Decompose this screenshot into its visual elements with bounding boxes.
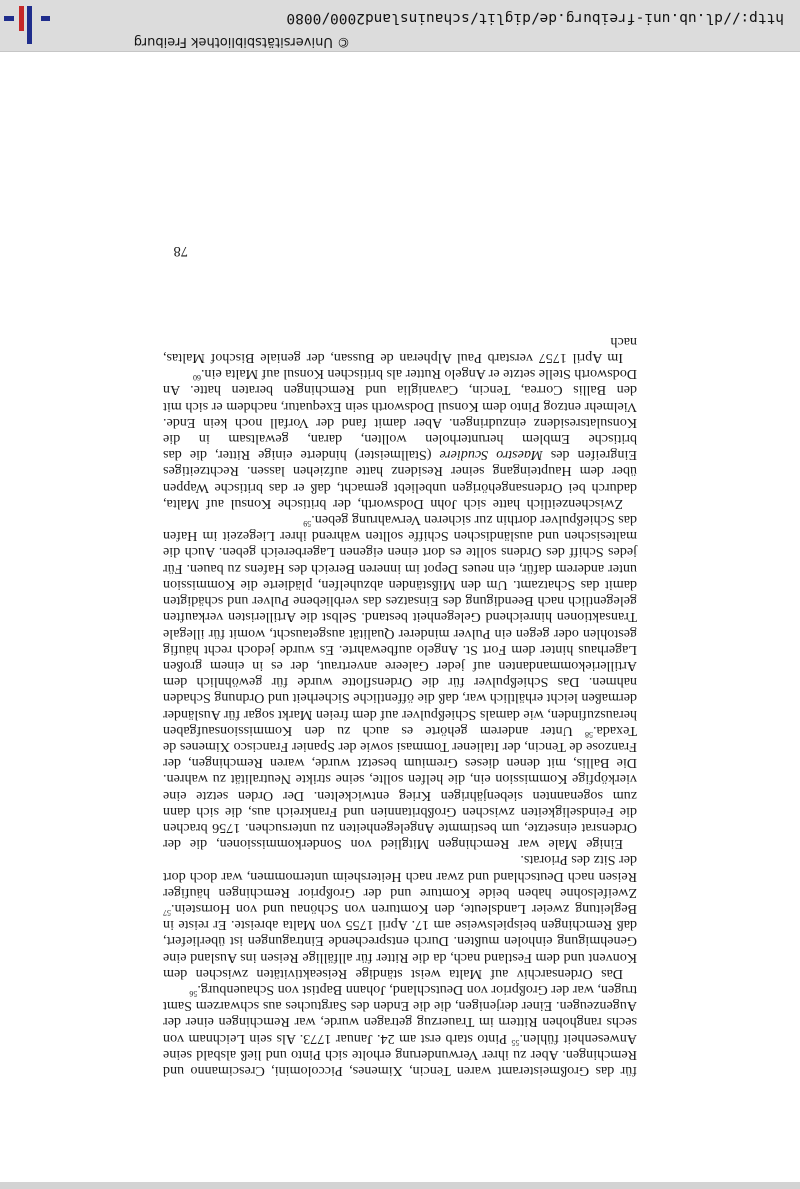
body-paragraph bbox=[163, 366, 637, 512]
text-run: Unter anderem gehörte es auch zu den Kommissionsaufgaben herauszufinden, wie damals Schießpulver auf dem freien Markt sogar für Ausländer dermaßen leicht erhältlich war, daß die öffentliche Sicherheit und Ordnung Schaden nahmen. Das Schießpulver für die Ordensflotte wurde für gewöhnlich dem Artilleriekommandanten auf jeder Galeere anvertraut, der es in einem großen Lagerhaus hinter dem Fort St. Angelo aufbewahrte. Es wurde jedoch recht häufig gestohlen oder gegen ein Pulver minderer Qualität ausgetauscht, womit für illegale Transaktionen hinreichend Gelegenheit bestand. Selbst die Artilleristen verkauften gelegentlich nach Beendigung des Einsatzes das verbliebene Pulver und schädigten damit das Schatzamt. Um den Mißständen abzuhelfen, plädierte die Kommission unter anderem dafür, ein neues Depot im inneren Bereich des Hafens zu bauen. Für jedes Schiff des Ordens sollte es dort einen eigenen Lagerbereich geben. Auch die maltesischen und ausländischen Schiffe sollten während ihrer Liegezeit im Hafen das Schießpulver dorthin zur sicheren Verwahrung geben. bbox=[163, 512, 637, 739]
footnote-marker: 55 bbox=[511, 1037, 520, 1047]
text-run: (Stallmeister) hinderte einige Ritter, die das britische Emblem herunterholen wollten, daran, gewaltsam in die Konsulatsresidenz einzudringen. Aber damit fand der Vorfall noch kein Ende. Vielmehr entzog Pinto dem Konsul Dodsworth sein Exequatur, nachdem er sich mit den Ballis Correa, Tencin, Cavaniglia und Remchingen beraten hatte. An Dodsworth Stelle setzte er Angelo Rutter als britischen Konsul auf Malta ein. bbox=[163, 366, 637, 464]
logo-blue-stem bbox=[27, 6, 32, 44]
page-number: 78 bbox=[173, 243, 188, 259]
body-paragraph bbox=[163, 334, 637, 366]
text-run: Einige Male war Remchingen Mitglied von Sonderkommissionen, die der Ordensrat einsetzte, um bestimmte Angelegenheiten zu untersuchen. 1756 brachen die Feindseligkeiten zwischen Großbritannien und Frankreich aus, die sich dann zum sogenannten siebenjährigen Krieg entwickelten. Der Orden setzte eine vierköpfige Kommission ein, die helfen sollte, seine strikte Neutralität zu wahren. Die Ballis, mit denen dieses Gremium besetzt wurde, waren Remchingen, der Franzose de Tencin, der Italiener Tommasi sowie der Spanier Francisco Ximenes de Texada. bbox=[163, 722, 637, 853]
footnote-marker: 59 bbox=[303, 519, 312, 529]
body-paragraph bbox=[163, 512, 637, 852]
body-paragraph bbox=[163, 982, 637, 1079]
logo-blue-bar-left bbox=[41, 16, 50, 21]
footnote-marker: 56 bbox=[189, 988, 198, 998]
italic-term: Maestro Scudiere bbox=[439, 447, 543, 464]
logo-blue-bar-right bbox=[4, 16, 14, 21]
footnote-marker: 60 bbox=[192, 373, 201, 383]
text-run: Pinto starb erst am 24. Januar 1773. Als sein Leichnam von sechs ranghohen Rittern im Trauerzug getragen wurde, war Remchingen einer der Augenzeugen. Einer derjenigen, die die Enden des Sargtuches aus schwarzem Samt trugen, war der Großprior von Deutschland, Johann Baptist von Schauenburg. bbox=[163, 981, 637, 1047]
document-body bbox=[163, 334, 637, 1079]
text-run: Im April 1757 verstarb Paul Alpheran de Bussan, der geniale Bischof Maltas, nach bbox=[163, 333, 637, 367]
text-run: für das Großmeisteramt waren Tencin, Ximenes, Piccolomini, Crescimanno und Remchingen. Aber zu ihrer Verwunderung erholte sich Pinto und ließ alsbald seine Anwesenheit fühlen. bbox=[163, 1030, 637, 1079]
text-run: Zwischenzeitlich hatte sich John Dodsworth, der britische Konsul auf Malta, dadurch bei Ordensangehörigen unbeliebt gemacht, daß er das britische Wappen über dem Haupteingang seiner Residenz hatte aufziehen lassen. Rechtzeitiges Eingreifen des bbox=[163, 447, 637, 512]
bottom-strip bbox=[0, 1182, 800, 1189]
header-url[interactable]: http://dl.ub.uni-freiburg.de/diglit/schauinsland2000/0080 bbox=[286, 10, 784, 26]
footnote-marker: 58 bbox=[584, 729, 593, 739]
header-bar bbox=[0, 0, 800, 52]
text-run: Das Ordensarchiv auf Malta weist ständige Reiseaktivitäten zwischen dem Konvent und dem Festland nach, da die Ritter für allfällige Reisen ins Ausland eine Genehmigung einholen mußten. Durch entsprechende Eintragungen ist überliefert, daß Remchingen beispielsweise am 17. April 1755 von Malta abreiste. Er reiste in Begleitung zweier Landsleute, den Komturen von Schönau und von Hornstein. bbox=[163, 900, 637, 982]
ub-freiburg-logo-icon bbox=[4, 4, 50, 48]
body-paragraph bbox=[163, 852, 637, 982]
text-run: Zweifelsohne haben beide Komture und der Großprior Remchingen häufiger Reisen nach Deutschland und zwar nach Heitersheim unternommen, war doch dort der Sitz des Priorats. bbox=[163, 852, 637, 901]
logo-red-stem bbox=[19, 6, 24, 31]
header-copyright: © Universitätsbibliothek Freiburg bbox=[133, 34, 350, 49]
footnote-marker: 57 bbox=[163, 907, 171, 917]
